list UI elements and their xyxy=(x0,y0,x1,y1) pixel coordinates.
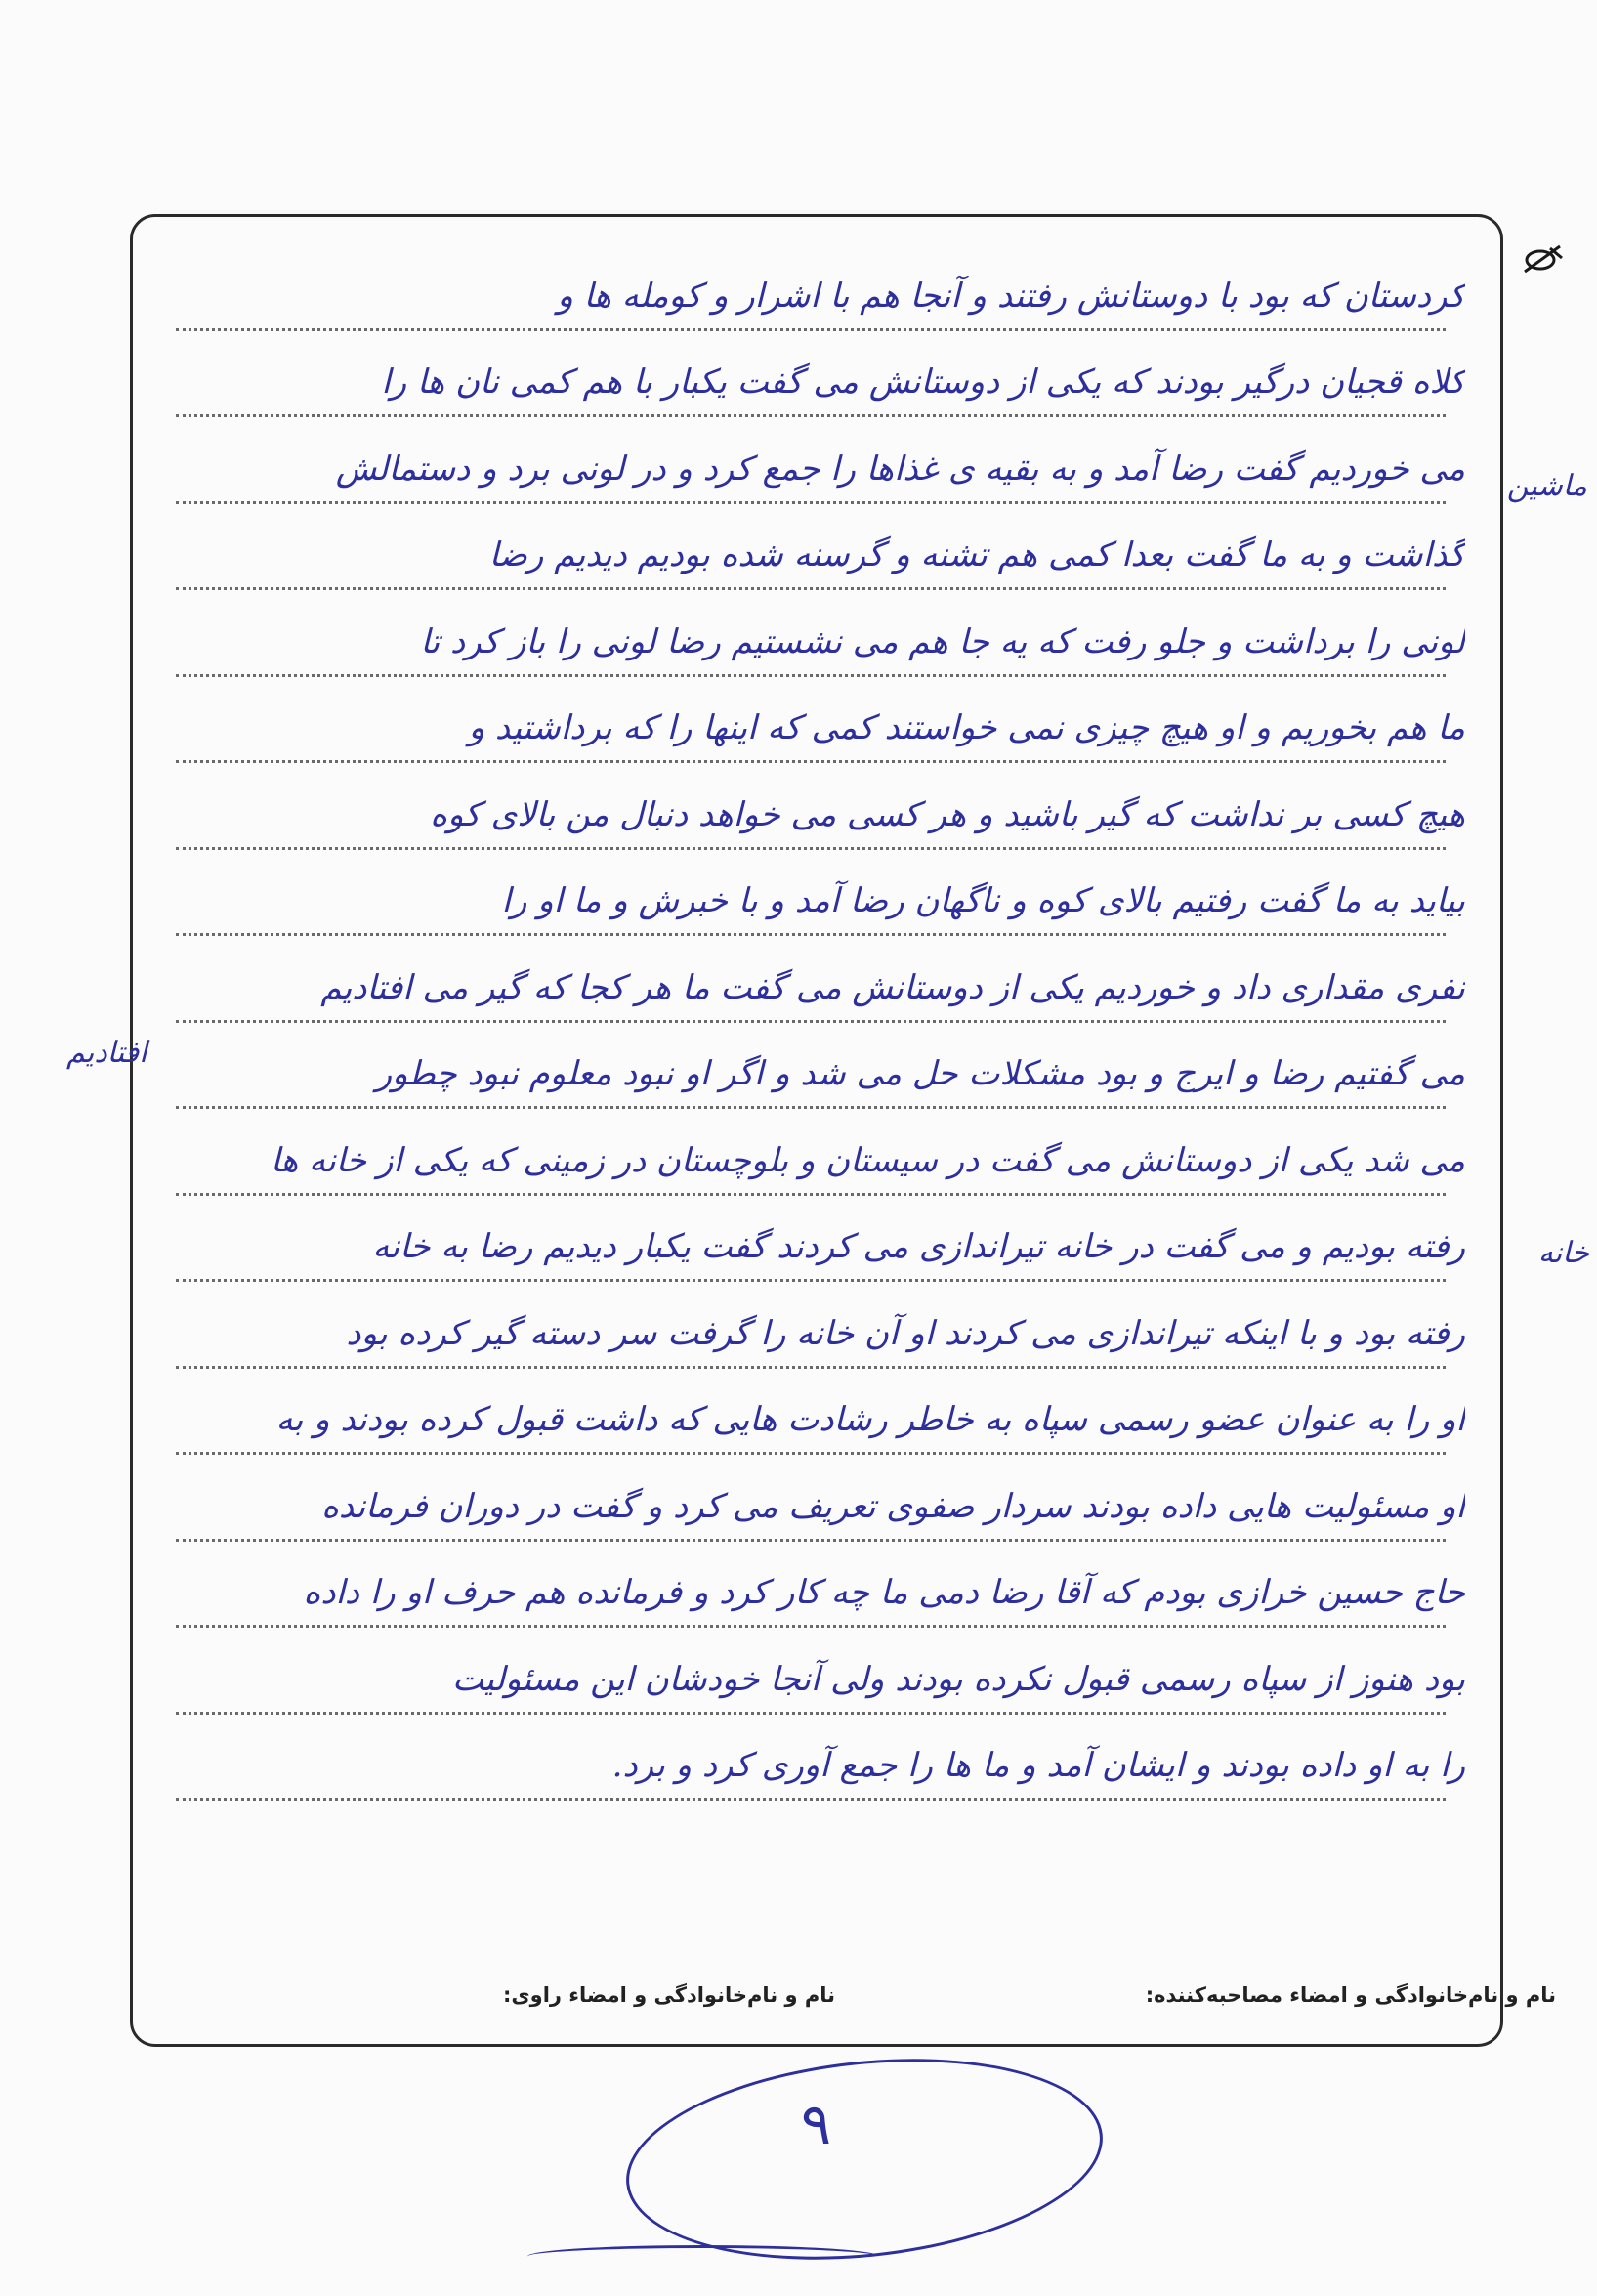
handwritten-line: می گفتیم رضا و ایرج و بود مشکلات حل می شد و اگر او نبود معلوم نبود چطور xyxy=(375,1054,1465,1093)
handwritten-line: کردستان که بود با دوستانش رفتند و آنجا هم با اشرار و کومله ها و xyxy=(557,276,1465,316)
text-line xyxy=(156,590,1465,677)
text-line xyxy=(156,504,1465,591)
text-line xyxy=(156,850,1465,937)
text-line xyxy=(156,1628,1465,1715)
text-line xyxy=(156,1109,1465,1196)
handwritten-line: رفته بود و با اینکه تیراندازی می کردند او آن خانه را گرفت سر دسته گیر کرده بود xyxy=(346,1313,1465,1353)
handwritten-line: نفری مقداری داد و خوردیم یکی از دوستانش می گفت ما هر کجا که گیر می افتادیم xyxy=(320,967,1465,1007)
margin-note: خانه xyxy=(1537,1236,1589,1270)
margin-note: افتادیم xyxy=(66,1036,147,1070)
handwritten-line: را به او داده بودند و ایشان آمد و ما ها را جمع آوری کرد و برد. xyxy=(611,1746,1465,1785)
handwritten-line: او مسئولیت هایی داده بودند سردار صفوی تعریف می کرد و گفت در دوران فرمانده xyxy=(321,1486,1465,1526)
handwritten-line: می خوردیم گفت رضا آمد و به بقیه ی غذاها را جمع کرد و در لونی برد و دستمالش xyxy=(335,448,1465,489)
handwritten-line: او را به عنوان عضو رسمی سپاه به خاطر رشادت هایی که داشت قبول کرده بودند و به xyxy=(275,1400,1465,1439)
handwritten-line: رفته بودیم و می گفت در خانه تیراندازی می کردند گفت یکبار دیدیم رضا به خانه xyxy=(372,1227,1465,1266)
interviewer-signature-label: نام و نام‌خانوادگی و امضاء مصاحبه‌کننده: xyxy=(1145,1983,1556,2007)
text-line xyxy=(156,1369,1465,1456)
text-line xyxy=(156,936,1465,1023)
text-line xyxy=(156,1023,1465,1110)
narrator-signature-label: نام و نام‌خانوادگی و امضاء راوی: xyxy=(503,1983,835,2007)
pen-stroke xyxy=(527,2245,879,2268)
handwritten-line: می شد یکی از دوستانش می گفت در سیستان و بلوچستان در زمینی که یکی از خانه ها xyxy=(271,1140,1465,1180)
handwritten-line: گذاشت و به ما گفت بعدا کمی هم تشنه و گرسنه شده بودیم دیدیم رضا xyxy=(488,535,1465,574)
margin-note: ماشین xyxy=(1506,469,1587,503)
text-line xyxy=(156,1715,1465,1802)
text-line xyxy=(156,1196,1465,1283)
handwritten-line: بیاید به ما گفت رفتیم بالای کوه و ناگهان رضا آمد و با خبرش و ما او را xyxy=(501,881,1465,920)
handwritten-line: کلاه قجیان درگیر بودند که یکی از دوستانش می گفت یکبار با هم کمی نان ها را xyxy=(381,362,1465,402)
handwritten-line: لونی را برداشت و جلو رفت که یه جا هم می نشستیم رضا لونی را باز کرد تا xyxy=(420,621,1465,661)
handwritten-line: بود هنوز از سپاه رسمی قبول نکرده بودند ولی آنجا خودشان این مسئولیت xyxy=(452,1659,1465,1699)
text-line xyxy=(156,763,1465,850)
handwritten-line: هیچ کسی بر نداشت که گیر باشید و هر کسی می خواهد دنبال من بالای کوه xyxy=(430,794,1465,834)
text-line xyxy=(156,417,1465,504)
handwritten-line: ما هم بخوریم و او هیچ چیزی نمی خواستند کمی که اینها را که برداشتید و xyxy=(468,708,1465,747)
text-line xyxy=(156,244,1465,331)
text-line xyxy=(156,1282,1465,1369)
text-line xyxy=(156,1542,1465,1629)
pen-icon xyxy=(1521,242,1566,276)
handwritten-line: حاج حسین خرازی بودم که آقا رضا دمی ما چه کار کرد و فرمانده هم حرف او را داده xyxy=(303,1573,1465,1612)
text-line xyxy=(156,331,1465,418)
page-number: ۹ xyxy=(801,2091,832,2157)
text-line xyxy=(156,1455,1465,1542)
text-line xyxy=(156,677,1465,764)
handwritten-text-block xyxy=(156,244,1465,1801)
